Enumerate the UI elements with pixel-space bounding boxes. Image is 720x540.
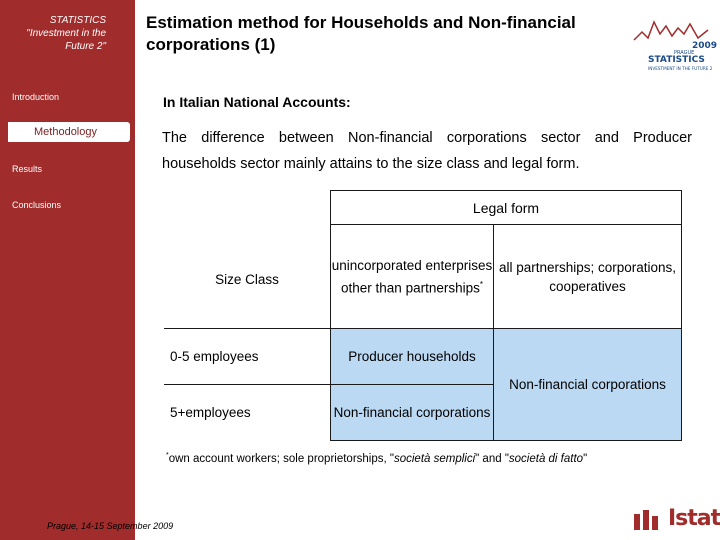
size-class-header: Size Class <box>215 271 279 287</box>
col1-header-text: unincorporated enterprises other than partnerships <box>331 257 493 296</box>
size-class-header-cell <box>164 191 331 329</box>
statistics-logo <box>630 14 718 72</box>
footnote-marker: * <box>166 452 169 459</box>
paragraph-line-1: The difference between Non-financial corporations sector and Producer <box>162 130 692 146</box>
legal-form-header: Legal form <box>331 191 682 225</box>
presentation-date: Prague, 14-15 September 2009 <box>47 521 174 531</box>
col1-marker: * <box>479 279 483 289</box>
logo-tagline: INVESTMENT IN THE FUTURE 2 <box>648 66 713 71</box>
nav-item-conclusions[interactable]: Conclusions <box>12 200 62 210</box>
row-size-1: 5+employees <box>164 385 331 441</box>
col2-header: all partnerships; corporations, cooperatives <box>494 225 682 329</box>
row-size-0: 0-5 employees <box>164 329 331 385</box>
row-col1-1: Non-financial corporations <box>331 385 494 441</box>
istat-logo-icon <box>632 506 666 532</box>
legal-form-table <box>164 190 682 441</box>
logo-place: PRAGUE <box>674 50 695 56</box>
logo-year: 2009 <box>692 41 718 51</box>
sidebar <box>0 0 135 540</box>
subheading: In Italian National Accounts: <box>163 94 351 110</box>
sidebar-title: STATISTICS "Investment in the Future 2" <box>26 15 106 52</box>
nav-item-results[interactable]: Results <box>12 164 43 174</box>
logo-name: STATISTICS <box>648 55 705 65</box>
row-col1-0: Producer households <box>331 329 494 385</box>
nav-item-methodology[interactable]: Methodology <box>8 122 130 142</box>
istat-brand: Istat <box>668 506 720 531</box>
footnote: *own account workers; sole proprietorships, "società semplici" and "società di fatto" <box>166 452 588 465</box>
nav-item-introduction[interactable]: Introduction <box>12 92 60 102</box>
paragraph-line-2: households sector mainly attains to the size class and legal form. <box>162 156 580 172</box>
page-title: Estimation method for Households and Non-financial corporations (1) <box>146 13 576 54</box>
col2-merged: Non-financial corporations <box>494 329 682 441</box>
col1-header <box>331 225 494 329</box>
